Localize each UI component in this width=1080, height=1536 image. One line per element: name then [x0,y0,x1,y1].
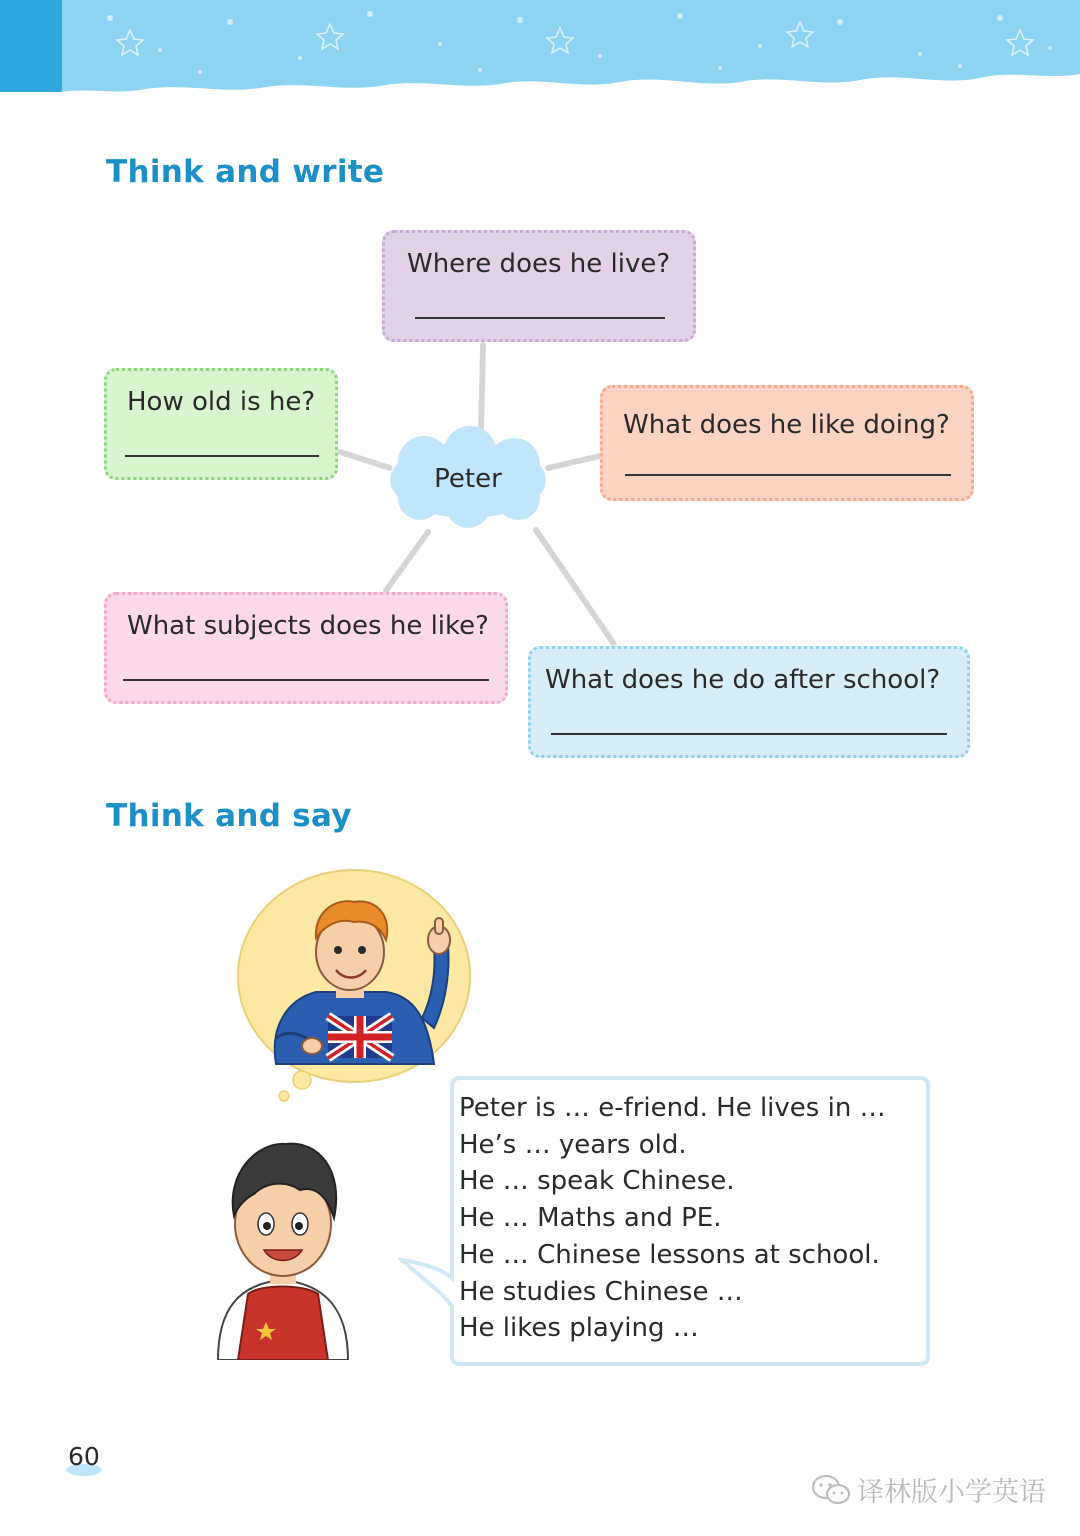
speech-line: He … Maths and PE. [459,1203,722,1234]
page-number-badge [62,1440,106,1480]
question-box-after-school [528,646,970,758]
question-box-subjects [104,592,508,704]
question-where: Where does he live? [407,249,671,279]
wechat-icon [811,1473,851,1507]
question-subjects: What subjects does he like? [127,611,489,641]
speech-line: Peter is … e-friend. He lives in … [459,1093,886,1123]
question-age: How old is he? [127,387,316,417]
question-box-doing [600,385,974,501]
answer-line-age[interactable] [125,455,319,457]
think-and-write-heading: Think and write [106,154,385,190]
speech-line: He … speak Chinese. [459,1166,735,1197]
page-number: 60 [68,1442,100,1471]
question-box-age [104,368,338,480]
union-jack-icon [328,1016,392,1058]
answer-line-subjects[interactable] [123,679,489,681]
boy-character [208,1134,358,1360]
speech-line: He likes playing … [459,1313,699,1344]
speech-line: He studies Chinese … [459,1276,743,1307]
watermark-text: 译林版小学英语 [857,1477,1046,1508]
answer-line-after-school[interactable] [551,733,947,735]
watermark [811,1470,1046,1509]
think-and-say-heading: Think and say [106,798,352,834]
question-box-where [382,230,696,342]
center-label-peter: Peter [434,464,502,494]
question-after-school: What does he do after school? [545,665,941,695]
speech-line: He … Chinese lessons at school. [459,1239,880,1270]
speech-line: He’s … years old. [459,1129,687,1160]
peter-thought-bubble [236,868,480,1108]
question-doing: What does he like doing? [623,410,950,440]
answer-line-doing[interactable] [625,474,951,476]
speech-text [459,1090,919,1347]
answer-line-where[interactable] [415,317,665,319]
